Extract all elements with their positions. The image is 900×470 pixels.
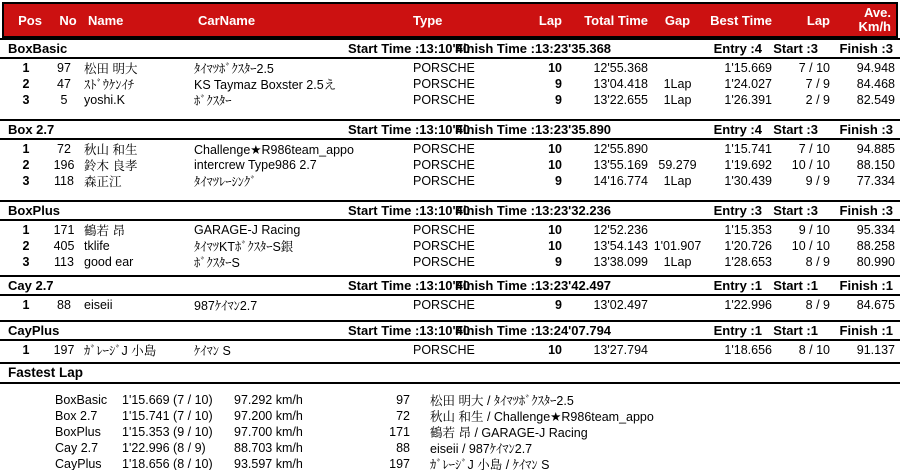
class-section-header bbox=[0, 277, 900, 296]
fastest-lap-title: Fastest Lap bbox=[8, 365, 84, 380]
class-name: BoxBasic bbox=[8, 41, 68, 56]
entry-label: Entry : bbox=[713, 323, 755, 338]
row-total-time: 13'27.794 bbox=[593, 343, 648, 357]
col-header-ave-line1: Ave. bbox=[864, 5, 891, 20]
class-result-rows bbox=[0, 296, 900, 312]
entry-label: Entry : bbox=[713, 41, 755, 56]
row-total-time: 13'02.497 bbox=[593, 298, 648, 312]
fastest-lap-time: 1'15.669 (7 / 10) bbox=[122, 393, 213, 407]
entry-label: Entry : bbox=[713, 278, 755, 293]
fastest-lap-car-number: 97 bbox=[396, 393, 410, 407]
class-name: Box 2.7 bbox=[8, 122, 55, 137]
finish-value: 1 bbox=[885, 278, 893, 293]
row-car-name: 987ｹｲﾏﾝ2.7 bbox=[194, 299, 258, 313]
row-best-time: 1'30.439 bbox=[724, 174, 772, 188]
start-time-value: 13:10'40 bbox=[419, 41, 471, 56]
row-car-name: ｹｲﾏﾝ S bbox=[194, 344, 231, 358]
fastest-lap-speed: 97.292 km/h bbox=[234, 393, 303, 407]
finish-value: 3 bbox=[885, 41, 893, 56]
row-lap-count: 10 bbox=[548, 158, 562, 172]
entry-count bbox=[714, 202, 762, 219]
row-position: 2 bbox=[22, 239, 30, 253]
row-car-name: ﾀｲﾏﾂﾚｰｼﾝｸﾞ bbox=[194, 175, 257, 189]
start-label: Start : bbox=[773, 278, 811, 293]
finish-value: 3 bbox=[885, 122, 893, 137]
row-best-lap: 10 / 10 bbox=[791, 158, 830, 172]
row-best-lap: 7 / 10 bbox=[798, 142, 830, 156]
class-name: BoxPlus bbox=[8, 203, 61, 218]
start-time bbox=[348, 277, 470, 294]
row-lap-count: 10 bbox=[548, 142, 562, 156]
row-position: 1 bbox=[22, 343, 30, 357]
fastest-lap-class: BoxPlus bbox=[55, 425, 101, 439]
start-value: 3 bbox=[810, 203, 818, 218]
row-driver-name: good ear bbox=[84, 255, 134, 269]
row-best-lap: 8 / 10 bbox=[798, 343, 830, 357]
finish-time bbox=[455, 121, 611, 138]
start-time-label: Start Time : bbox=[348, 278, 420, 293]
class-result-rows bbox=[0, 221, 900, 269]
fastest-lap-speed: 97.700 km/h bbox=[234, 425, 303, 439]
row-total-time: 13'38.099 bbox=[593, 255, 648, 269]
fastest-lap-time: 1'22.996 (8 / 9) bbox=[122, 441, 206, 455]
row-best-lap: 2 / 9 bbox=[805, 93, 830, 107]
row-driver-name: 鶴若 昂 bbox=[84, 224, 125, 238]
row-driver-name: 松田 明大 bbox=[84, 62, 138, 76]
row-gap: 1'01.907 bbox=[653, 239, 702, 253]
finish-time-label: Finish Time : bbox=[455, 122, 535, 137]
row-car-number: 171 bbox=[53, 223, 75, 237]
start-count bbox=[773, 277, 818, 294]
result-row bbox=[0, 91, 900, 107]
entry-label: Entry : bbox=[713, 122, 755, 137]
fastest-lap-time: 1'15.353 (9 / 10) bbox=[122, 425, 213, 439]
fastest-lap-driver-car: 秋山 和生 / Challenge★R986team_appo bbox=[430, 410, 654, 424]
start-count bbox=[773, 121, 818, 138]
start-value: 3 bbox=[810, 41, 818, 56]
class-section bbox=[0, 119, 900, 188]
fastest-lap-speed: 88.703 km/h bbox=[234, 441, 303, 455]
result-row bbox=[0, 156, 900, 172]
row-gap: 1Lap bbox=[663, 255, 692, 269]
start-time-label: Start Time : bbox=[348, 41, 420, 56]
class-result-rows bbox=[0, 341, 900, 357]
row-driver-name: ｶﾞﾚｰｼﾞJ 小島 bbox=[84, 344, 157, 358]
row-car-type: PORSCHE bbox=[413, 343, 475, 357]
row-total-time: 12'55.368 bbox=[593, 61, 648, 75]
row-position: 2 bbox=[22, 158, 30, 172]
row-position: 1 bbox=[22, 223, 30, 237]
row-best-time: 1'20.726 bbox=[724, 239, 772, 253]
row-best-lap: 9 / 10 bbox=[798, 223, 830, 237]
col-header-total-time: Total Time bbox=[584, 12, 648, 28]
row-average-kmh: 94.885 bbox=[856, 142, 895, 156]
row-average-kmh: 88.150 bbox=[856, 158, 895, 172]
finish-label: Finish : bbox=[839, 41, 886, 56]
fastest-lap-driver-car: eiseii / 987ｹｲﾏﾝ2.7 bbox=[430, 442, 533, 456]
fastest-lap-speed: 97.200 km/h bbox=[234, 409, 303, 423]
row-car-number: 118 bbox=[54, 174, 74, 188]
col-header-carname: CarName bbox=[198, 12, 256, 28]
fastest-lap-section bbox=[0, 362, 900, 470]
row-position: 1 bbox=[22, 61, 30, 75]
row-car-name: Challenge★R986team_appo bbox=[194, 142, 354, 157]
finish-time-label: Finish Time : bbox=[455, 203, 535, 218]
row-driver-name: eiseii bbox=[84, 298, 113, 312]
row-car-number: 5 bbox=[60, 93, 68, 107]
row-car-type: PORSCHE bbox=[413, 93, 475, 107]
row-best-time: 1'18.656 bbox=[724, 343, 772, 357]
finish-count bbox=[840, 277, 893, 294]
start-label: Start : bbox=[773, 323, 811, 338]
fastest-lap-driver-car: ｶﾞﾚｰｼﾞJ 小島 / ｹｲﾏﾝ S bbox=[430, 458, 550, 470]
row-car-number: 405 bbox=[53, 239, 75, 253]
entry-value: 1 bbox=[754, 323, 762, 338]
fastest-lap-class: CayPlus bbox=[55, 457, 102, 470]
row-car-type: PORSCHE bbox=[413, 158, 475, 172]
fastest-lap-header bbox=[0, 362, 900, 384]
row-car-number: 196 bbox=[53, 158, 75, 172]
row-best-lap: 9 / 9 bbox=[805, 174, 830, 188]
start-time-label: Start Time : bbox=[348, 122, 420, 137]
row-car-name: ﾎﾞｸｽﾀｰS bbox=[194, 256, 240, 270]
finish-time-value: 13:23'35.368 bbox=[534, 41, 612, 56]
fastest-lap-class: Box 2.7 bbox=[55, 409, 98, 423]
fastest-lap-driver-car: 松田 明大 / ﾀｲﾏﾂﾎﾞｸｽﾀｰ2.5 bbox=[430, 394, 574, 408]
finish-time bbox=[455, 322, 611, 339]
finish-time-label: Finish Time : bbox=[455, 323, 535, 338]
row-best-time: 1'28.653 bbox=[724, 255, 772, 269]
finish-count bbox=[840, 121, 893, 138]
start-time bbox=[348, 322, 470, 339]
class-section bbox=[0, 200, 900, 269]
class-result-rows bbox=[0, 140, 900, 188]
row-car-type: PORSCHE bbox=[413, 77, 475, 91]
finish-label: Finish : bbox=[839, 278, 886, 293]
row-average-kmh: 95.334 bbox=[856, 223, 895, 237]
fastest-lap-time: 1'18.656 (8 / 10) bbox=[122, 457, 213, 470]
start-time-value: 13:10'40 bbox=[419, 122, 471, 137]
fastest-lap-class: Cay 2.7 bbox=[55, 441, 99, 455]
start-time-value: 13:10'40 bbox=[419, 323, 471, 338]
fastest-lap-row bbox=[0, 407, 900, 423]
fastest-lap-row bbox=[0, 455, 900, 470]
finish-time bbox=[455, 277, 611, 294]
start-label: Start : bbox=[773, 122, 811, 137]
row-car-number: 113 bbox=[54, 255, 74, 269]
col-header-best-time: Best Time bbox=[710, 12, 772, 28]
entry-count bbox=[714, 121, 762, 138]
row-total-time: 14'16.774 bbox=[593, 174, 648, 188]
col-header-gap: Gap bbox=[664, 12, 691, 28]
row-gap: 1Lap bbox=[663, 93, 692, 107]
row-gap: 1Lap bbox=[663, 174, 692, 188]
result-row bbox=[0, 296, 900, 312]
start-count bbox=[773, 40, 818, 57]
class-result-rows bbox=[0, 59, 900, 107]
finish-time bbox=[455, 40, 611, 57]
row-gap: 59.279 bbox=[658, 158, 697, 172]
row-average-kmh: 77.334 bbox=[856, 174, 895, 188]
col-header-ave-line2: Km/h bbox=[858, 19, 891, 34]
row-best-lap: 7 / 9 bbox=[805, 77, 830, 91]
entry-count bbox=[714, 277, 762, 294]
row-position: 2 bbox=[22, 77, 30, 91]
row-car-name: ﾀｲﾏﾂﾎﾞｸｽﾀｰ2.5 bbox=[194, 62, 274, 76]
row-total-time: 13'22.655 bbox=[593, 93, 648, 107]
entry-value: 4 bbox=[754, 41, 762, 56]
row-best-time: 1'19.692 bbox=[724, 158, 772, 172]
result-row bbox=[0, 59, 900, 75]
finish-label: Finish : bbox=[839, 323, 886, 338]
row-best-lap: 7 / 10 bbox=[798, 61, 830, 75]
row-average-kmh: 84.468 bbox=[856, 77, 895, 91]
row-car-type: PORSCHE bbox=[413, 298, 475, 312]
row-driver-name: 秋山 和生 bbox=[84, 143, 138, 157]
start-value: 3 bbox=[810, 122, 818, 137]
row-best-lap: 8 / 9 bbox=[805, 255, 830, 269]
row-driver-name: 鈴木 良孝 bbox=[84, 159, 138, 173]
row-gap: 1Lap bbox=[663, 77, 692, 91]
row-position: 3 bbox=[22, 255, 30, 269]
row-best-time: 1'24.027 bbox=[724, 77, 772, 91]
row-lap-count: 9 bbox=[555, 298, 562, 312]
row-position: 1 bbox=[22, 142, 30, 156]
row-position: 3 bbox=[22, 93, 30, 107]
finish-time-value: 13:23'35.890 bbox=[534, 122, 612, 137]
row-total-time: 12'55.890 bbox=[593, 142, 648, 156]
result-row bbox=[0, 140, 900, 156]
row-driver-name: yoshi.K bbox=[84, 93, 125, 107]
entry-count bbox=[714, 40, 762, 57]
fastest-lap-time: 1'15.741 (7 / 10) bbox=[122, 409, 213, 423]
result-row bbox=[0, 253, 900, 269]
fastest-lap-car-number: 88 bbox=[396, 441, 410, 455]
start-value: 1 bbox=[810, 323, 818, 338]
result-row bbox=[0, 341, 900, 357]
row-car-number: 47 bbox=[57, 77, 71, 91]
fastest-lap-rows bbox=[0, 384, 900, 470]
row-position: 1 bbox=[22, 298, 30, 312]
start-time-label: Start Time : bbox=[348, 323, 420, 338]
finish-value: 1 bbox=[885, 323, 893, 338]
finish-time-label: Finish Time : bbox=[455, 278, 535, 293]
row-car-type: PORSCHE bbox=[413, 174, 475, 188]
row-total-time: 12'52.236 bbox=[593, 223, 648, 237]
row-lap-count: 10 bbox=[548, 239, 562, 253]
row-position: 3 bbox=[22, 174, 30, 188]
row-best-time: 1'26.391 bbox=[724, 93, 772, 107]
result-row bbox=[0, 237, 900, 253]
result-row bbox=[0, 75, 900, 91]
class-name: Cay 2.7 bbox=[8, 278, 54, 293]
entry-value: 1 bbox=[754, 278, 762, 293]
row-car-type: PORSCHE bbox=[413, 239, 475, 253]
entry-count bbox=[714, 322, 762, 339]
fastest-lap-car-number: 171 bbox=[389, 425, 410, 439]
row-lap-count: 9 bbox=[555, 174, 562, 188]
start-count bbox=[773, 202, 818, 219]
fastest-lap-class: BoxBasic bbox=[55, 393, 108, 407]
finish-count bbox=[840, 40, 893, 57]
row-car-name: intercrew Type986 2.7 bbox=[194, 158, 317, 172]
row-lap-count: 9 bbox=[555, 255, 562, 269]
row-driver-name: 森正江 bbox=[84, 175, 122, 189]
row-car-number: 88 bbox=[57, 298, 71, 312]
start-label: Start : bbox=[773, 41, 811, 56]
row-best-lap: 10 / 10 bbox=[791, 239, 830, 253]
row-car-type: PORSCHE bbox=[413, 223, 475, 237]
col-header-pos: Pos bbox=[18, 12, 42, 28]
class-section-header bbox=[0, 40, 900, 59]
row-driver-name: tklife bbox=[84, 239, 110, 253]
result-row bbox=[0, 172, 900, 188]
row-best-time: 1'15.741 bbox=[724, 142, 772, 156]
row-car-number: 97 bbox=[57, 61, 71, 75]
class-section-header bbox=[0, 322, 900, 341]
row-car-number: 72 bbox=[57, 142, 71, 156]
row-best-time: 1'22.996 bbox=[724, 298, 772, 312]
row-car-number: 197 bbox=[53, 343, 75, 357]
start-time bbox=[348, 202, 470, 219]
finish-count bbox=[840, 202, 893, 219]
start-time bbox=[348, 40, 470, 57]
entry-label: Entry : bbox=[713, 203, 755, 218]
entry-value: 4 bbox=[754, 122, 762, 137]
class-sections-container bbox=[0, 38, 900, 357]
row-car-name: ﾀｲﾏﾂKTﾎﾞｸｽﾀｰS銀 bbox=[194, 240, 294, 254]
class-section-header bbox=[0, 121, 900, 140]
start-time-value: 13:10'40 bbox=[419, 278, 471, 293]
entry-value: 3 bbox=[754, 203, 762, 218]
finish-time-value: 13:23'32.236 bbox=[534, 203, 612, 218]
class-section bbox=[0, 275, 900, 312]
finish-count bbox=[840, 322, 893, 339]
row-average-kmh: 84.675 bbox=[856, 298, 895, 312]
col-header-name: Name bbox=[88, 12, 124, 28]
row-best-time: 1'15.353 bbox=[724, 223, 772, 237]
row-lap-count: 10 bbox=[548, 223, 562, 237]
col-header-average-kmh bbox=[830, 6, 891, 34]
class-section-header bbox=[0, 202, 900, 221]
finish-label: Finish : bbox=[839, 122, 886, 137]
row-car-type: PORSCHE bbox=[413, 142, 475, 156]
finish-label: Finish : bbox=[839, 203, 886, 218]
finish-value: 3 bbox=[885, 203, 893, 218]
row-total-time: 13'04.418 bbox=[593, 77, 648, 91]
row-total-time: 13'54.143 bbox=[593, 239, 648, 253]
class-section bbox=[0, 38, 900, 107]
row-lap-count: 10 bbox=[548, 61, 562, 75]
row-car-type: PORSCHE bbox=[413, 61, 475, 75]
finish-time-value: 13:23'42.497 bbox=[534, 278, 612, 293]
row-average-kmh: 88.258 bbox=[856, 239, 895, 253]
finish-time-value: 13:24'07.794 bbox=[534, 323, 612, 338]
row-car-name: KS Taymaz Boxster 2.5え bbox=[194, 78, 337, 92]
col-header-no: No bbox=[59, 12, 77, 28]
row-total-time: 13'55.169 bbox=[593, 158, 648, 172]
row-average-kmh: 94.948 bbox=[856, 61, 895, 75]
row-car-name: ﾎﾞｸｽﾀｰ bbox=[194, 94, 232, 108]
fastest-lap-car-number: 197 bbox=[389, 457, 410, 470]
fastest-lap-speed: 93.597 km/h bbox=[234, 457, 303, 470]
start-time-label: Start Time : bbox=[348, 203, 420, 218]
col-header-best-lap: Lap bbox=[806, 12, 830, 28]
fastest-lap-driver-car: 鶴若 昂 / GARAGE-J Racing bbox=[430, 426, 588, 440]
fastest-lap-row bbox=[0, 439, 900, 455]
result-row bbox=[0, 221, 900, 237]
row-average-kmh: 91.137 bbox=[856, 343, 895, 357]
start-time-value: 13:10'40 bbox=[419, 203, 471, 218]
start-label: Start : bbox=[773, 203, 811, 218]
class-section bbox=[0, 320, 900, 357]
row-lap-count: 9 bbox=[555, 77, 562, 91]
row-lap-count: 10 bbox=[548, 343, 562, 357]
finish-time bbox=[455, 202, 611, 219]
row-best-time: 1'15.669 bbox=[724, 61, 772, 75]
fastest-lap-car-number: 72 bbox=[396, 409, 410, 423]
start-count bbox=[773, 322, 818, 339]
fastest-lap-row bbox=[0, 391, 900, 407]
row-driver-name: ｽﾄﾞｳｹﾝｲﾁ bbox=[84, 78, 135, 92]
col-header-lap: Lap bbox=[538, 12, 562, 28]
start-value: 1 bbox=[810, 278, 818, 293]
row-best-lap: 8 / 9 bbox=[805, 298, 830, 312]
finish-time-label: Finish Time : bbox=[455, 41, 535, 56]
start-time bbox=[348, 121, 470, 138]
class-name: CayPlus bbox=[8, 323, 60, 338]
row-lap-count: 9 bbox=[555, 93, 562, 107]
col-header-type: Type bbox=[413, 12, 443, 28]
row-car-name: GARAGE-J Racing bbox=[194, 223, 301, 237]
results-column-header bbox=[2, 2, 898, 38]
row-average-kmh: 82.549 bbox=[856, 93, 895, 107]
fastest-lap-row bbox=[0, 423, 900, 439]
row-average-kmh: 80.990 bbox=[856, 255, 895, 269]
row-car-type: PORSCHE bbox=[413, 255, 475, 269]
